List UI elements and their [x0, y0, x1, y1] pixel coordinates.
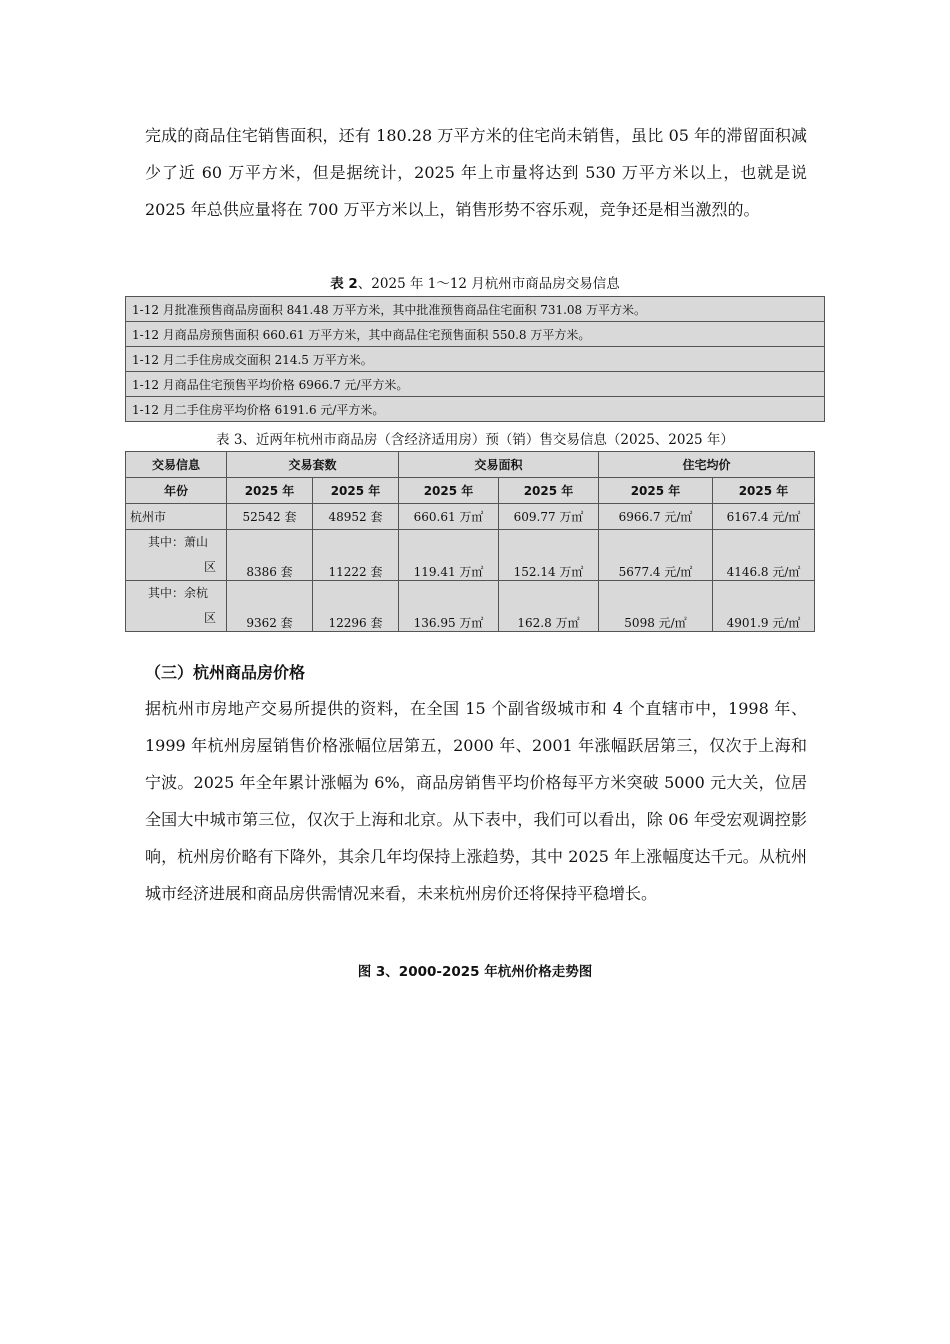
table-cell: 1-12 月批准预售商品房面积 841.48 万平方米，其中批准预售商品住宅面积 731.08 万平方米。	[126, 297, 825, 322]
table-cell	[126, 581, 227, 632]
header-cell: 交易面积	[399, 452, 599, 478]
header-cell: 2025 年	[499, 478, 599, 504]
table-cell: 5677.4 元/㎡	[599, 530, 713, 581]
figure3-caption: 图 3、2000-2025 年杭州价格走势图	[357, 964, 593, 980]
header-cell: 2025 年	[399, 478, 499, 504]
table-cell: 1-12 月二手住房成交面积 214.5 万平方米。	[126, 347, 825, 372]
table-cell: 48952 套	[313, 504, 399, 530]
table2-transaction-info	[125, 296, 825, 422]
header-cell: 年份	[126, 478, 227, 504]
header-cell: 2025 年	[599, 478, 713, 504]
table3-presale-info	[125, 451, 815, 632]
row-label-part: 其中：萧山	[148, 535, 209, 549]
table-cell: 136.95 万㎡	[399, 581, 499, 632]
header-cell: 2025 年	[227, 478, 313, 504]
table-cell: 6167.4 元/㎡	[713, 504, 815, 530]
paragraph-supply: 完成的商品住宅销售面积，还有 180.28 万平方米的住宅尚未销售，虽比 05 年的滞留面积减少了近 60 万平方米，但是据统计，2025 年上市量将达到 530 万平方米以上，也就是说 2025 年总供应量将在 700 万平方米以上，销售形势不容乐观，竞争还是相当激烈的。	[145, 126, 807, 219]
header-cell: 住宅均价	[599, 452, 815, 478]
header-cell: 2025 年	[313, 478, 399, 504]
table-cell: 4146.8 元/㎡	[713, 530, 815, 581]
table-cell	[126, 530, 227, 581]
table-cell: 660.61 万㎡	[399, 504, 499, 530]
table-cell: 12296 套	[313, 581, 399, 632]
table-row	[126, 322, 825, 347]
header-cell: 交易套数	[227, 452, 399, 478]
table-cell: 杭州市	[126, 504, 227, 530]
header-cell: 交易信息	[126, 452, 227, 478]
table-cell: 5098 元/㎡	[599, 581, 713, 632]
table-header-row	[126, 452, 815, 478]
table2-caption	[0, 272, 950, 292]
table-cell: 11222 套	[313, 530, 399, 581]
table-cell: 8386 套	[227, 530, 313, 581]
table-cell: 1-12 月二手住房平均价格 6191.6 元/平方米。	[126, 397, 825, 422]
table-cell: 119.41 万㎡	[399, 530, 499, 581]
table-cell: 52542 套	[227, 504, 313, 530]
table-cell: 9362 套	[227, 581, 313, 632]
table-row	[126, 297, 825, 322]
table-row	[126, 397, 825, 422]
table-header-row	[126, 478, 815, 504]
section-heading: （三）杭州商品房价格	[145, 663, 306, 682]
table-cell: 6966.7 元/㎡	[599, 504, 713, 530]
row-label-part: 区	[203, 560, 216, 574]
table-cell: 152.14 万㎡	[499, 530, 599, 581]
table-cell: 162.8 万㎡	[499, 581, 599, 632]
row-label-part: 其中：余杭	[148, 586, 209, 600]
row-label-part: 区	[203, 611, 216, 625]
table-cell: 609.77 万㎡	[499, 504, 599, 530]
table-row	[126, 372, 825, 397]
table3-caption: 表 3、近两年杭州市商品房（含经济适用房）预（销）售交易信息（2025、2025 年）	[216, 432, 734, 448]
table-row	[126, 504, 815, 530]
paragraph-price: 据杭州市房地产交易所提供的资料，在全国 15 个副省级城市和 4 个直辖市中，1998 年、1999 年杭州房屋销售价格涨幅位居第五，2000 年、2001 年涨幅跃居第三，仅次于上海和宁波。2025 年全年累计涨幅为 6%，商品房销售平均价格每平方米突破 5000 元大关，位居全国大中城市第三位，仅次于上海和北京。从下表中，我们可以看出，除 06 年受宏观调控影响，杭州房价略有下降外，其余几年均保持上涨趋势，其中 2025 年上涨幅度达千元。从杭州城市经济进展和商品房供需情况来看，未来杭州房价还将保持平稳增长。	[145, 699, 807, 903]
table-cell: 1-12 月商品房预售面积 660.61 万平方米，其中商品住宅预售面积 550.8 万平方米。	[126, 322, 825, 347]
header-cell: 2025 年	[713, 478, 815, 504]
table2-caption-label: 表 2	[330, 276, 358, 292]
table-row	[126, 530, 815, 581]
table-row	[126, 581, 815, 632]
table-row	[126, 347, 825, 372]
table2-caption-text: 、2025 年 1～12 月杭州市商品房交易信息	[357, 276, 620, 292]
table-cell: 4901.9 元/㎡	[713, 581, 815, 632]
table-cell: 1-12 月商品住宅预售平均价格 6966.7 元/平方米。	[126, 372, 825, 397]
